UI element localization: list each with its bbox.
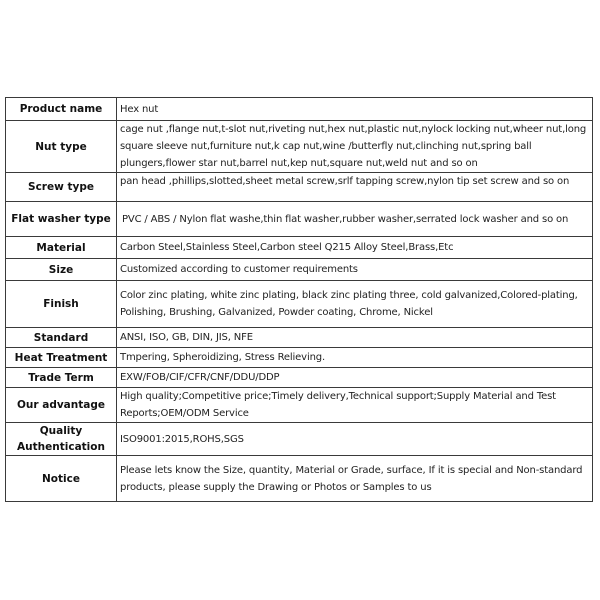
- table-row-finish: [6, 281, 593, 328]
- row-label: Finish: [6, 281, 117, 328]
- row-value: Carbon Steel,Stainless Steel,Carbon steel Q215 Alloy Steel,Brass,Etc: [117, 237, 593, 259]
- row-value: PVC / ABS / Nylon flat washe,thin flat washer,rubber washer,serrated lock washer and so on: [117, 202, 593, 237]
- row-value: cage nut ,flange nut,t-slot nut,riveting nut,hex nut,plastic nut,nylock locking nut,wheer nut,long square sleeve nut,furniture nut,k cap nut,wine /butterfly nut,clinching nut,spring ball plungers,flower star nut,barrel nut,kep nut,square nut,weld nut and so on: [117, 121, 593, 173]
- table-row-quality-authentication: [6, 423, 593, 456]
- table-row-heat-treatment: [6, 348, 593, 368]
- row-value: High quality;Competitive price;Timely delivery,Technical support;Supply Material and Test Reports;OEM/ODM Service: [117, 388, 593, 423]
- table-row-size: [6, 259, 593, 281]
- row-label: Size: [6, 259, 117, 281]
- row-label: Quality Authentication: [6, 423, 117, 456]
- row-value: ANSI, ISO, GB, DIN, JIS, NFE: [117, 328, 593, 348]
- row-value: ISO9001:2015,ROHS,SGS: [117, 423, 593, 456]
- row-value: EXW/FOB/CIF/CFR/CNF/DDU/DDP: [117, 368, 593, 388]
- row-label: Product name: [6, 98, 117, 121]
- row-label: Nut type: [6, 121, 117, 173]
- table-row-screw-type: [6, 173, 593, 202]
- row-label: Heat Treatment: [6, 348, 117, 368]
- table-row-our-advantage: [6, 388, 593, 423]
- table-row-notice: [6, 456, 593, 502]
- row-label: Our advantage: [6, 388, 117, 423]
- row-value: Color zinc plating, white zinc plating, black zinc plating three, cold galvanized,Colored-plating, Polishing, Brushing, Galvanized, Powder coating, Chrome, Nickel: [117, 281, 593, 328]
- table-row-material: [6, 237, 593, 259]
- row-label: Screw type: [6, 173, 117, 202]
- row-label: Standard: [6, 328, 117, 348]
- row-label: Material: [6, 237, 117, 259]
- table-row-flat-washer-type: [6, 202, 593, 237]
- row-label: Flat washer type: [6, 202, 117, 237]
- product-spec-table: [5, 97, 593, 502]
- row-value: Customized according to customer requirements: [117, 259, 593, 281]
- row-value: Tmpering, Spheroidizing, Stress Relieving.: [117, 348, 593, 368]
- row-label: Notice: [6, 456, 117, 502]
- table-row-trade-term: [6, 368, 593, 388]
- row-value: pan head ,phillips,slotted,sheet metal screw,srlf tapping screw,nylon tip set screw and so on: [117, 173, 593, 202]
- row-value: Please lets know the Size, quantity, Material or Grade, surface, If it is special and Non-standard products, please supply the Drawing or Photos or Samples to us: [117, 456, 593, 502]
- table-row-nut-type: [6, 121, 593, 173]
- table-row-product-name: [6, 98, 593, 121]
- table-row-standard: [6, 328, 593, 348]
- row-value: Hex nut: [117, 98, 593, 121]
- row-label: Trade Term: [6, 368, 117, 388]
